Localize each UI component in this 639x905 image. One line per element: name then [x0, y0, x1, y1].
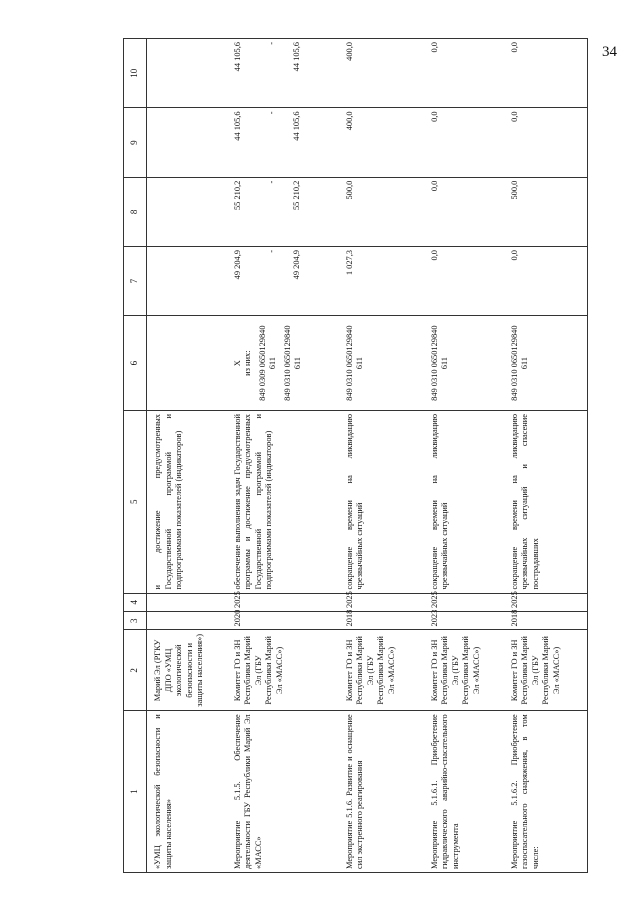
cell-line: 0,0 — [509, 250, 519, 261]
border-cell — [587, 593, 588, 611]
cell-expected-result: сокращение времени на ликвидацию чрезвычайных ситуаций — [339, 411, 424, 594]
cell-activity-name: Мероприятие 5.1.6. Развитие и оснащение сил экстренного реагирования — [339, 711, 424, 873]
cell-end-year: 2025 — [424, 593, 504, 611]
cell-line: - — [267, 42, 276, 45]
cell-line: - — [267, 180, 276, 184]
cell-budget-code — [424, 316, 504, 411]
col-header-5: 5 — [124, 411, 147, 594]
cell-line: 44 105,6 — [291, 111, 301, 141]
cell-line: 0,0 — [429, 111, 439, 122]
border-cell — [587, 177, 588, 246]
cell-end-year: 2025 — [227, 593, 339, 611]
cell-value-col10 — [227, 39, 339, 108]
cell-line: 0,0 — [429, 180, 439, 192]
cell-start-year: 2020 — [227, 611, 339, 629]
cell-line: 49 204,9 — [291, 250, 301, 280]
cell-value-col7 — [339, 247, 424, 316]
col-header-9: 9 — [124, 108, 147, 177]
cell-value-col9 — [339, 108, 424, 177]
col-header-2: 2 — [124, 630, 147, 711]
cell-value-col8 — [339, 177, 424, 246]
table-row — [339, 39, 424, 873]
cell-line: 49 204,9 — [232, 250, 242, 280]
cell-start-year: 2023 — [424, 611, 504, 629]
cell-value-col8 — [504, 177, 587, 246]
cell-line — [243, 111, 253, 173]
cell-end-year — [147, 593, 227, 611]
cell-value-col9 — [424, 108, 504, 177]
cell-value-col7 — [147, 247, 227, 316]
cell-budget-code — [339, 316, 424, 411]
border-cell — [587, 316, 588, 411]
cell-value-col10 — [504, 39, 587, 108]
cell-value-col10 — [147, 39, 227, 108]
cell-line: 849 0309 0650129840 611 — [257, 325, 277, 401]
table-row — [227, 39, 339, 873]
cell-line: 500,0 — [344, 180, 354, 200]
cell-line — [243, 181, 253, 243]
cell-value-col10 — [424, 39, 504, 108]
border-cell — [587, 711, 588, 873]
cell-line: из них: — [243, 350, 252, 376]
cell-line — [243, 250, 253, 312]
cell-executor: Комитет ГО и ЗН Республики Марий Эл (ГБУ Республики Марий Эл «МАСС») — [227, 630, 339, 711]
cell-expected-result: и достижение предусмотренных Государственной программой и подпрограммами показателей (индикаторов) — [147, 411, 227, 594]
cell-activity-name: Мероприятие 5.1.6.2. Приобретение газоспасательного снаряжения, в том числе: — [504, 711, 587, 873]
border-cell — [587, 411, 588, 594]
cell-line: 0,0 — [429, 42, 439, 53]
cell-value-col8 — [147, 177, 227, 246]
table-bottom-border — [587, 39, 588, 873]
cell-expected-result: обеспечение выполнения задач Государственной программы и достижение предусмотренных Государственной программой и подпрограммами показателей (индикаторов) — [227, 411, 339, 594]
cell-value-col10 — [339, 39, 424, 108]
cell-line: 44 105,6 — [232, 42, 242, 72]
cell-line: 0,0 — [509, 42, 519, 53]
border-cell — [587, 630, 588, 711]
cell-end-year: 2025 — [504, 593, 587, 611]
cell-line: 400,0 — [344, 42, 354, 61]
cell-line: 1 027,3 — [344, 250, 354, 276]
cell-line: - — [267, 111, 276, 115]
cell-value-col9 — [227, 108, 339, 177]
page-number: 34 — [602, 44, 617, 60]
cell-value-col9 — [504, 108, 587, 177]
col-header-6: 6 — [124, 316, 147, 411]
cell-line: 849 0310 0650129840 611 — [509, 325, 529, 401]
cell-executor: Комитет ГО и ЗН Республики Марий Эл (ГБУ Республики Марий Эл «МАСС») — [339, 630, 424, 711]
cell-line: 849 0310 0650129840 611 — [344, 325, 364, 401]
cell-value-col7 — [504, 247, 587, 316]
cell-line: 0,0 — [429, 250, 439, 261]
cell-line: 55 210,2 — [232, 180, 242, 211]
cell-end-year: 2025 — [339, 593, 424, 611]
cell-line — [243, 42, 253, 104]
rotated-table-wrapper — [123, 38, 563, 873]
border-cell — [587, 611, 588, 629]
cell-activity-name: «УМЦ экологической безопасности и защиты населения» — [147, 711, 227, 873]
border-cell — [587, 247, 588, 316]
cell-line: 0,0 — [509, 111, 519, 122]
cell-line: 849 0310 0650129840 611 — [429, 325, 449, 401]
cell-expected-result: сокращение времени на ликвидацию чрезвычайных ситуаций и спасение пострадавших — [504, 411, 587, 594]
cell-budget-code — [227, 316, 339, 411]
cell-line: - — [267, 250, 276, 253]
border-cell — [587, 39, 588, 108]
header-row — [124, 39, 147, 873]
cell-value-col9 — [147, 108, 227, 177]
table-row — [504, 39, 587, 873]
table-body — [147, 39, 588, 873]
cell-line: 44 105,6 — [291, 42, 301, 72]
cell-start-year: 2018 — [504, 611, 587, 629]
cell-executor: Комитет ГО и ЗН Республики Марий Эл (ГБУ Республики Марий Эл «МАСС») — [424, 630, 504, 711]
cell-value-col7 — [227, 247, 339, 316]
table-row — [424, 39, 504, 873]
cell-budget-code — [504, 316, 587, 411]
cell-line: 400,0 — [344, 111, 354, 131]
cell-start-year — [147, 611, 227, 629]
cell-activity-name: Мероприятие 5.1.6.1. Приобретение гидравлического аварийно-спасательного инструмента — [424, 711, 504, 873]
cell-executor: Комитет ГО и ЗН Республики Марий Эл (ГБУ Республики Марий Эл «МАСС») — [504, 630, 587, 711]
cell-value-col8 — [424, 177, 504, 246]
col-header-1: 1 — [124, 711, 147, 873]
cell-line: 44 105,6 — [232, 111, 242, 141]
cell-line: 849 0310 0650129840 611 — [282, 325, 302, 401]
cell-activity-name: Мероприятие 5.1.5. Обеспечение деятельности ГБУ Республики Марий Эл «МАСС» — [227, 711, 339, 873]
cell-line: 55 210,2 — [291, 180, 301, 211]
col-header-3: 3 — [124, 611, 147, 629]
cell-budget-code — [147, 316, 227, 411]
cell-value-col8 — [227, 177, 339, 246]
table-row — [147, 39, 227, 873]
cell-executor: Марий Эл (РГКУ ДПО «УМЦ экологической безопасности и защиты населения») — [147, 630, 227, 711]
col-header-7: 7 — [124, 247, 147, 316]
cell-expected-result: сокращение времени на ликвидацию чрезвычайных ситуаций — [424, 411, 504, 594]
cell-line: 500,0 — [509, 180, 519, 200]
program-table — [123, 38, 588, 873]
cell-value-col7 — [424, 247, 504, 316]
col-header-4: 4 — [124, 593, 147, 611]
cell-start-year: 2018 — [339, 611, 424, 629]
cell-line: X — [232, 360, 242, 367]
col-header-10: 10 — [124, 39, 147, 108]
border-cell — [587, 108, 588, 177]
col-header-8: 8 — [124, 177, 147, 246]
